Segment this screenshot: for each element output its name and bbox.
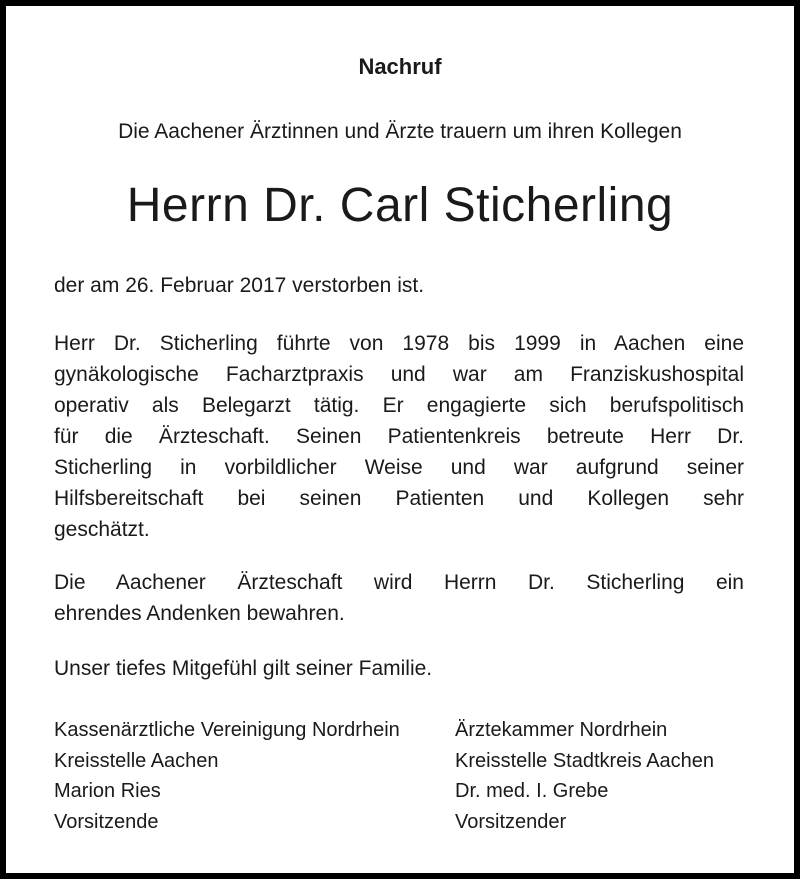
signature-role: Vorsitzender <box>455 810 567 833</box>
biography-line: operativ als Belegarzt tätig. Er engagierte sich berufspolitisch <box>54 394 744 417</box>
intro-line: Die Aachener Ärztinnen und Ärzte trauern um ihren Kollegen <box>118 120 682 143</box>
signature-role: Vorsitzende <box>54 810 159 833</box>
biography-line: für die Ärzteschaft. Seinen Patientenkreis betreute Herr Dr. <box>54 425 744 448</box>
signature-block-left <box>54 715 444 837</box>
signature-organization: Ärztekammer Nordrhein <box>455 719 668 741</box>
signature-office: Kreisstelle Aachen <box>54 749 219 772</box>
death-date-line: der am 26. Februar 2017 verstorben ist. <box>54 274 425 297</box>
memory-line: Die Aachener Ärzteschaft wird Herrn Dr. Sticherling ein <box>54 571 744 594</box>
biography-line: gynäkologische Facharztpraxis und war am Franziskushospital <box>54 363 744 386</box>
notice-heading: Nachruf <box>358 54 442 79</box>
biography-line: Hilfsbereitschaft bei seinen Patienten und Kollegen sehr <box>54 487 744 510</box>
signature-person: Marion Ries <box>54 780 161 802</box>
deceased-name: Herrn Dr. Carl Sticherling <box>126 179 674 232</box>
biography-line: Sticherling in vorbildlicher Weise und war aufgrund seiner <box>54 456 744 479</box>
signature-block-right <box>455 715 775 837</box>
biography-line: Herr Dr. Sticherling führte von 1978 bis 1999 in Aachen eine <box>54 332 744 355</box>
sympathy-line: Unser tiefes Mitgefühl gilt seiner Familie. <box>54 657 433 680</box>
biography-paragraph <box>54 328 744 545</box>
signature-office: Kreisstelle Stadtkreis Aachen <box>455 749 715 772</box>
memory-line: ehrendes Andenken bewahren. <box>54 602 345 625</box>
signature-person: Dr. med. I. Grebe <box>455 780 609 802</box>
biography-line: geschätzt. <box>54 518 150 541</box>
signature-organization: Kassenärztliche Vereinigung Nordrhein <box>54 719 400 741</box>
memory-paragraph <box>54 567 744 629</box>
